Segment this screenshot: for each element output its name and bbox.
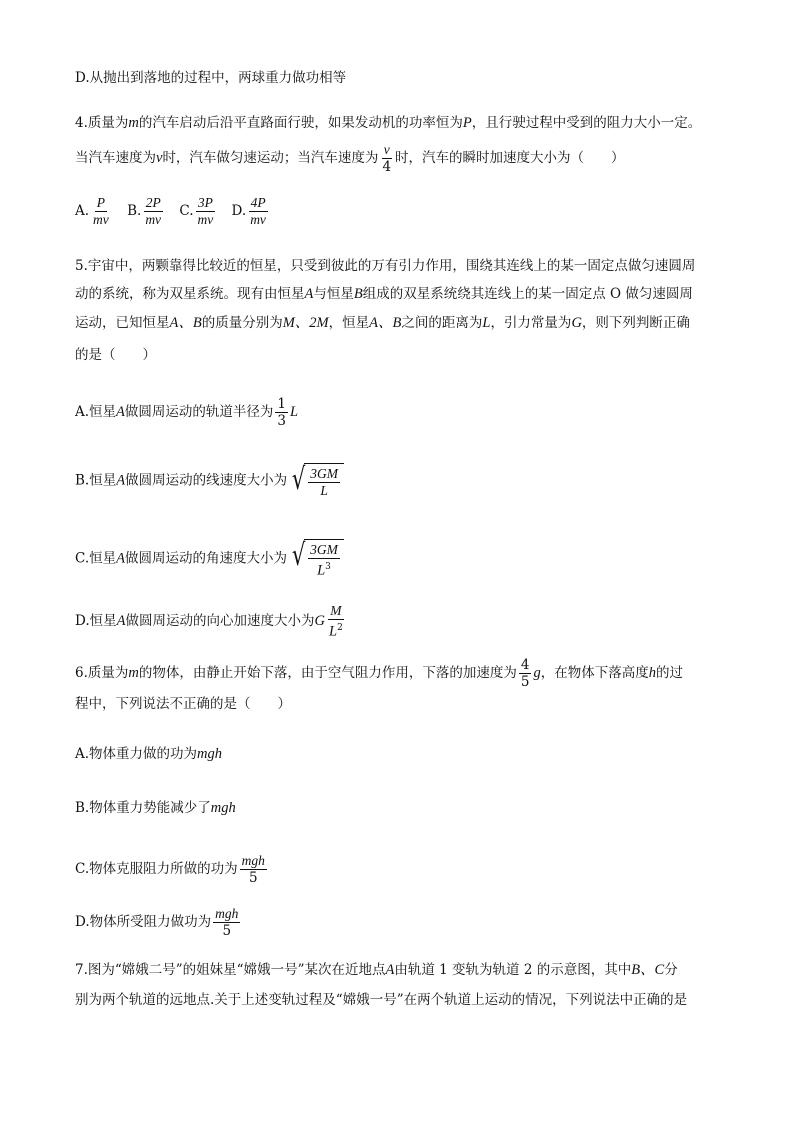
q5-var-a: A	[116, 612, 126, 629]
option-label: D.	[231, 203, 247, 219]
frac-den: L	[328, 623, 338, 640]
q4-option-b	[127, 195, 165, 228]
frac-den: mv	[93, 212, 109, 227]
option-fraction	[91, 195, 111, 228]
q4-var-m: m	[128, 115, 139, 131]
q6-stem-line2: 程中，下列说法不正确的是（ ）	[75, 696, 291, 712]
q5-fraction-3gm-over-l	[308, 466, 340, 499]
q5-text: 做圆周运动的轨道半径为	[124, 404, 274, 420]
q7-text: 分	[664, 962, 678, 978]
q4-stem-line2	[75, 142, 625, 175]
frac-den: mv	[250, 212, 266, 227]
q6-text: 的物体，由静止开始下落，由于空气阻力作用，下落的加速度为	[138, 665, 517, 681]
q5-text: C.恒星	[75, 550, 117, 567]
q5-fraction-3gm-over-l3	[308, 542, 340, 579]
q6-var-mgh: mgh	[197, 746, 223, 762]
q6-text: D.物体所受阻力做功为	[75, 914, 212, 930]
q5-text: ，则下列判断正确	[581, 315, 690, 331]
exponent: 2	[337, 623, 343, 633]
q6-option-a	[75, 744, 222, 764]
sqrt-symbol: √ $\frac{3GM}{L^3}$	[289, 539, 344, 579]
frac-num: 3P	[197, 195, 213, 210]
q6-option-c	[75, 853, 269, 886]
q4-text: ，且行驶过程中受到的阻力大小一定。	[471, 115, 702, 131]
frac-num: mgh	[215, 906, 239, 921]
q5-text: A.恒星	[75, 404, 117, 420]
exponent: 3	[325, 562, 331, 572]
q5-text: 之间的距离为	[401, 315, 483, 331]
q6-fraction-mgh-5	[240, 853, 267, 886]
option-fraction	[143, 195, 163, 228]
q6-option-d	[75, 906, 242, 939]
sqrt-symbol: √ $\frac{3GM}{L}$	[289, 463, 344, 499]
q5-text: B.恒星	[75, 472, 117, 489]
q7-var-a: A	[385, 962, 395, 978]
q6-var-mgh: mgh	[210, 800, 236, 816]
q5-var-g: G	[314, 612, 325, 629]
q6-var-g: g	[533, 665, 541, 681]
q6-text: A.物体重力做的功为	[75, 746, 198, 762]
q4-option-a	[75, 195, 113, 228]
frac-num: 2P	[145, 195, 161, 210]
q5-option-c	[75, 539, 344, 579]
q5-var-ab: A、B	[169, 315, 202, 331]
option-fraction	[196, 195, 216, 228]
frac-num: v	[383, 142, 390, 157]
q6-text: C.物体克服阻力所做的功为	[75, 861, 238, 877]
q6-fraction-4-5	[519, 657, 532, 690]
q5-text: D.恒星	[75, 612, 117, 629]
q6-text: B.物体重力势能减少了	[75, 800, 211, 816]
q5-text: ，恒星	[328, 315, 370, 331]
q5-text: 与恒星	[313, 286, 354, 302]
q5-text: 做圆周运动的向心加速度大小为	[125, 612, 315, 629]
q4-option-d	[232, 195, 270, 228]
option-fraction	[248, 195, 268, 228]
q5-var-l: L	[290, 404, 299, 420]
q5-text: 运动，已知恒星	[75, 315, 170, 331]
q6-text: 的过	[655, 665, 683, 681]
q5-var-l: L	[482, 315, 491, 331]
q5-stem-line1: 5.宇宙中，两颗靠得比较近的恒星，只受到彼此的万有引力作用，围绕其连线上的某一固定点做匀速圆周	[75, 258, 696, 274]
frac-den: mv	[197, 212, 214, 227]
q5-var-ab: A、B	[369, 315, 402, 331]
q4-text: 时，汽车的瞬时加速度大小为（ ）	[395, 150, 625, 166]
frac-num: 4	[520, 657, 530, 673]
q5-fraction-m-over-l2	[327, 603, 345, 640]
frac-num: 4P	[250, 195, 266, 210]
q7-var-bc: B、C	[631, 962, 665, 978]
q6-var-h: h	[648, 665, 656, 681]
frac-num: 3GM	[310, 542, 338, 557]
q6-text: ，在物体下落高度	[540, 665, 649, 681]
q5-var-a: A	[116, 404, 125, 420]
q4-stem-line1	[75, 113, 701, 133]
frac-num: 1	[277, 396, 286, 412]
q7-stem-line2: 别为两个轨道的远地点.关于上述变轨过程及“嫦娥一号”在两个轨道上运动的情况，下列说法中正确的是	[75, 992, 688, 1008]
frac-den: 5	[520, 674, 530, 690]
q6-fraction-mgh-5	[213, 906, 240, 939]
q4-fraction-v-over-4	[380, 142, 393, 175]
q3-option-d: D.从抛出到落地的过程中，两球重力做功相等	[75, 70, 347, 86]
q6-option-b	[75, 798, 236, 818]
q5-var-g: G	[571, 315, 582, 331]
q5-text: 做圆周运动的线速度大小为	[125, 472, 288, 489]
frac-den: 5	[248, 870, 258, 886]
q4-text: 当汽车速度为	[75, 150, 156, 166]
q5-text: 组成的双星系统绕其连线上的某一固定点 O 做匀速圆周	[362, 286, 693, 302]
q5-stem-line4: 的是（ ）	[75, 347, 156, 363]
q4-text: 4.质量为	[75, 115, 129, 131]
option-label: B.	[127, 203, 142, 219]
q7-text: 7.图为“嫦娥二号”的姐妹星“嫦娥一号”某次在近地点	[75, 962, 386, 978]
q5-stem-line3	[75, 313, 690, 333]
q7-stem-line1	[75, 960, 678, 980]
q5-var-a: A	[116, 472, 126, 489]
q4-options	[75, 195, 280, 228]
q4-text: 时，汽车做匀速运动；当汽车速度为	[162, 150, 379, 166]
q5-fraction-one-third	[275, 396, 288, 429]
q5-var-a: A	[116, 550, 125, 567]
frac-den: L	[320, 483, 328, 498]
q5-var-b: B	[353, 286, 363, 302]
q5-option-b	[75, 463, 344, 499]
q5-text: 的质量分别为	[201, 315, 283, 331]
q6-stem-line1	[75, 657, 683, 690]
q4-var-p: P	[462, 115, 472, 131]
q4-option-c	[179, 195, 217, 228]
q4-var-v: v	[156, 150, 163, 166]
frac-den: L	[317, 562, 326, 579]
option-label: A.	[75, 203, 90, 219]
frac-num: P	[96, 195, 106, 210]
frac-den: 4	[382, 159, 392, 175]
q5-stem-line2	[75, 284, 693, 304]
frac-den: 3	[277, 413, 286, 429]
q6-var-m: m	[128, 665, 139, 681]
frac-den: 5	[222, 923, 232, 939]
q7-text: 由轨道 1 变轨为轨道 2 的示意图，其中	[394, 962, 632, 978]
frac-num: mgh	[241, 853, 265, 868]
q6-text: 6.质量为	[75, 665, 129, 681]
q4-text: 的汽车启动后沿平直路面行驶，如果发动机的功率恒为	[138, 115, 463, 131]
q5-var-a: A	[304, 286, 314, 302]
frac-num: 3GM	[310, 466, 338, 481]
option-label: C.	[179, 203, 194, 219]
q5-var-masses: M、2M	[282, 315, 329, 331]
frac-den: mv	[145, 212, 162, 227]
q5-text: ，引力常量为	[490, 315, 572, 331]
q5-option-a	[75, 396, 298, 429]
q5-option-d	[75, 603, 347, 640]
q5-text: 动的系统，称为双星系统。现有由恒星	[75, 286, 305, 302]
frac-num: M	[330, 603, 342, 618]
q5-text: 做圆周运动的角速度大小为	[125, 550, 287, 567]
